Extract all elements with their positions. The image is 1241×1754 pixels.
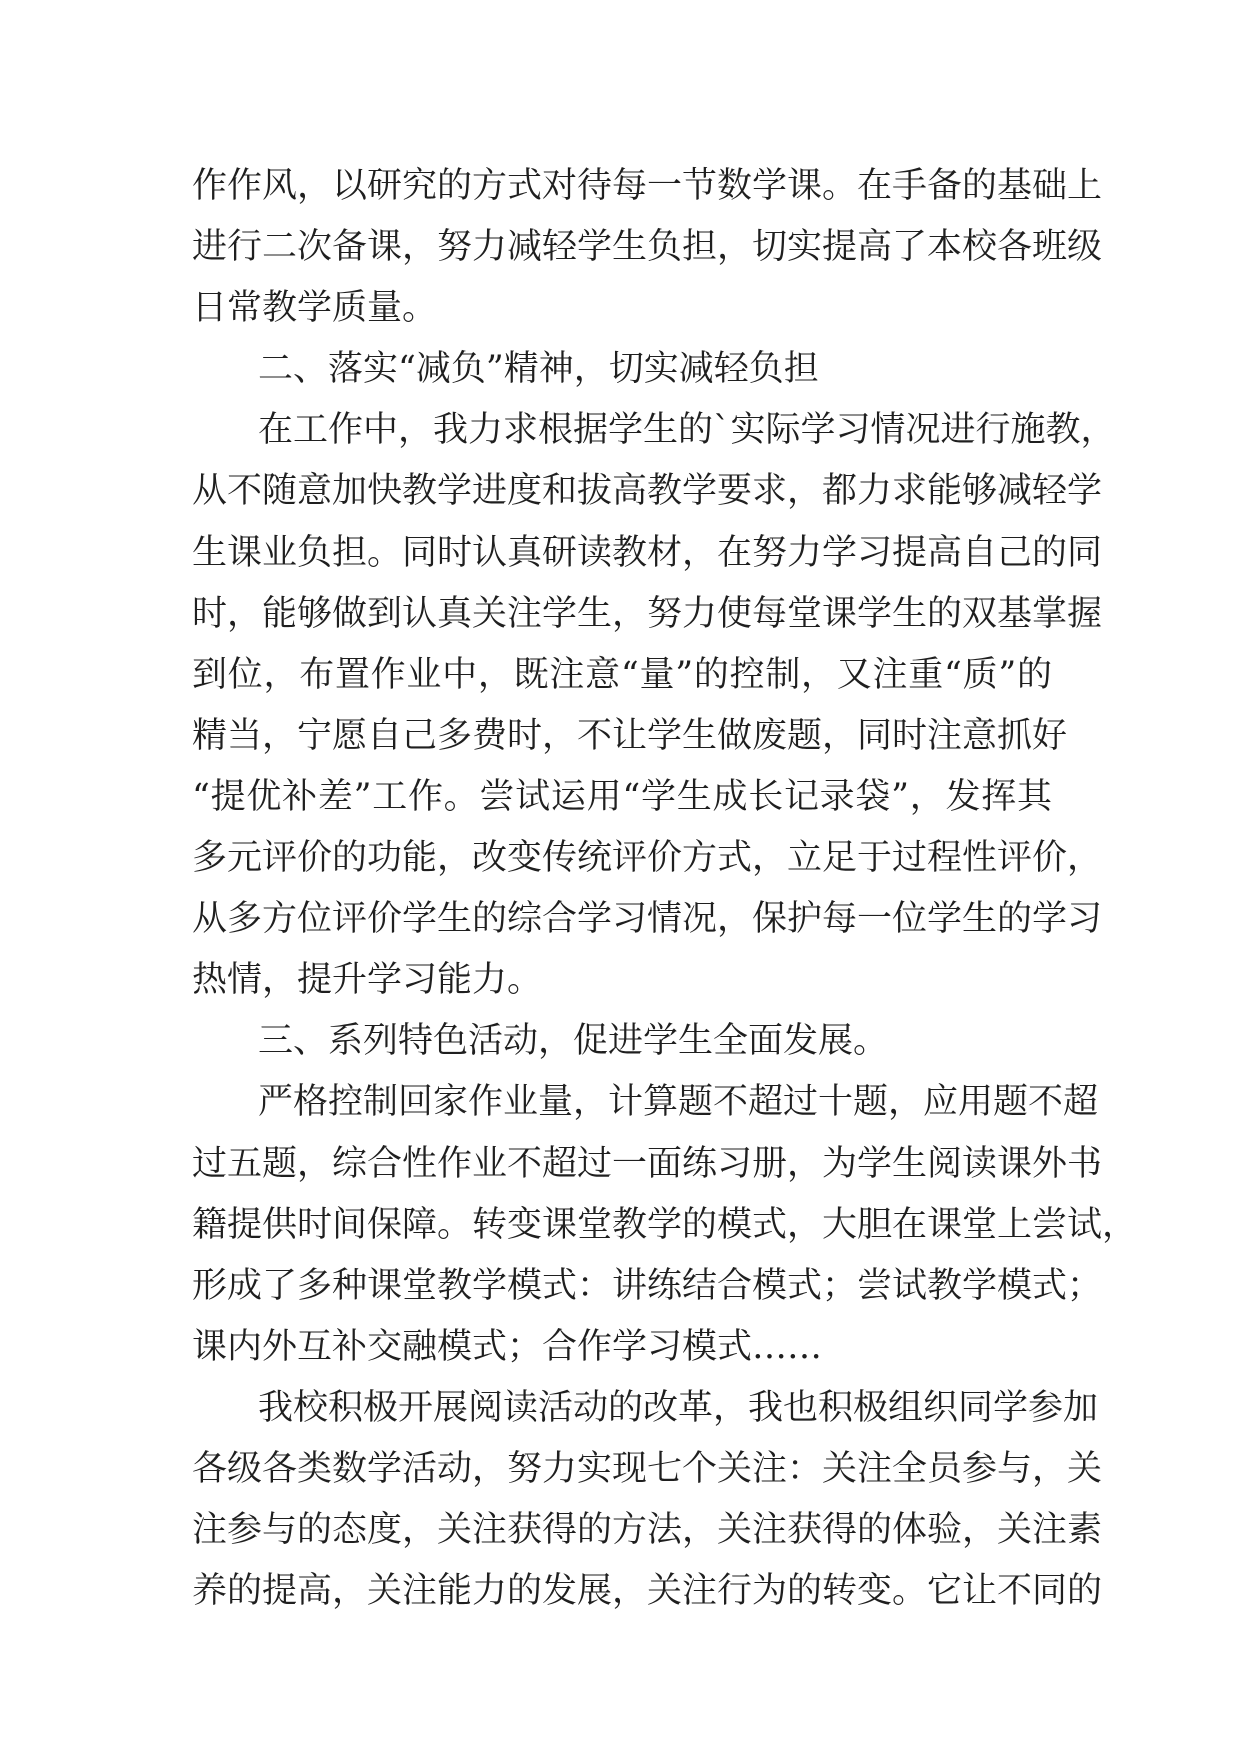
text-line: 过五题，综合性作业不超过一面练习册，为学生阅读课外书	[192, 1143, 1103, 1184]
text-line: 进行二次备课，努力减轻学生负担，切实提高了本校各班级	[192, 227, 1103, 268]
text-line: 三、系列特色活动，促进学生全面发展。	[258, 1021, 889, 1062]
text-line: 从多方位评价学生的综合学习情况，保护每一位学生的学习	[192, 899, 1103, 940]
text-line: 养的提高，关注能力的发展，关注行为的转变。它让不同的	[192, 1571, 1103, 1612]
text-line: 二、落实“减负”精神，切实减轻负担	[258, 349, 819, 390]
text-line: 到位，布置作业中，既注意“量”的控制，又注重“质”的	[192, 654, 1052, 695]
text-line: 在工作中，我力求根据学生的`实际学习情况进行施教，	[258, 410, 1116, 451]
text-line: 热情，提升学习能力。	[192, 960, 543, 1001]
text-line: 作作风，以研究的方式对待每一节数学课。在手备的基础上	[192, 166, 1103, 206]
text-line: “提优补差”工作。尝试运用“学生成长记录袋”，发挥其	[192, 776, 1052, 817]
text-line: 严格控制回家作业量，计算题不超过十题，应用题不超	[258, 1082, 1099, 1123]
text-line: 课内外互补交融模式；合作学习模式……	[192, 1326, 823, 1367]
text-line: 籍提供时间保障。转变课堂教学的模式，大胆在课堂上尝试，	[192, 1204, 1138, 1245]
text-line: 日常教学质量。	[192, 288, 438, 329]
text-line: 注参与的态度，关注获得的方法，关注获得的体验，关注素	[192, 1510, 1103, 1551]
text-line: 时，能够做到认真关注学生，努力使每堂课学生的双基掌握	[192, 593, 1103, 634]
text-line: 生课业负担。同时认真研读教材，在努力学习提高自己的同	[192, 532, 1103, 573]
text-line: 我校积极开展阅读活动的改革，我也积极组织同学参加	[258, 1387, 1099, 1428]
text-line: 精当，宁愿自己多费时，不让学生做废题，同时注意抓好	[192, 715, 1068, 756]
text-line: 形成了多种课堂教学模式：讲练结合模式；尝试教学模式；	[192, 1265, 1103, 1306]
text-line: 各级各类数学活动，努力实现七个关注：关注全员参与，关	[192, 1448, 1103, 1489]
document-body	[192, 156, 1138, 1622]
text-line: 从不随意加快教学进度和拔高教学要求，都力求能够减轻学	[192, 471, 1103, 512]
text-line: 多元评价的功能，改变传统评价方式，立足于过程性评价，	[192, 838, 1103, 879]
